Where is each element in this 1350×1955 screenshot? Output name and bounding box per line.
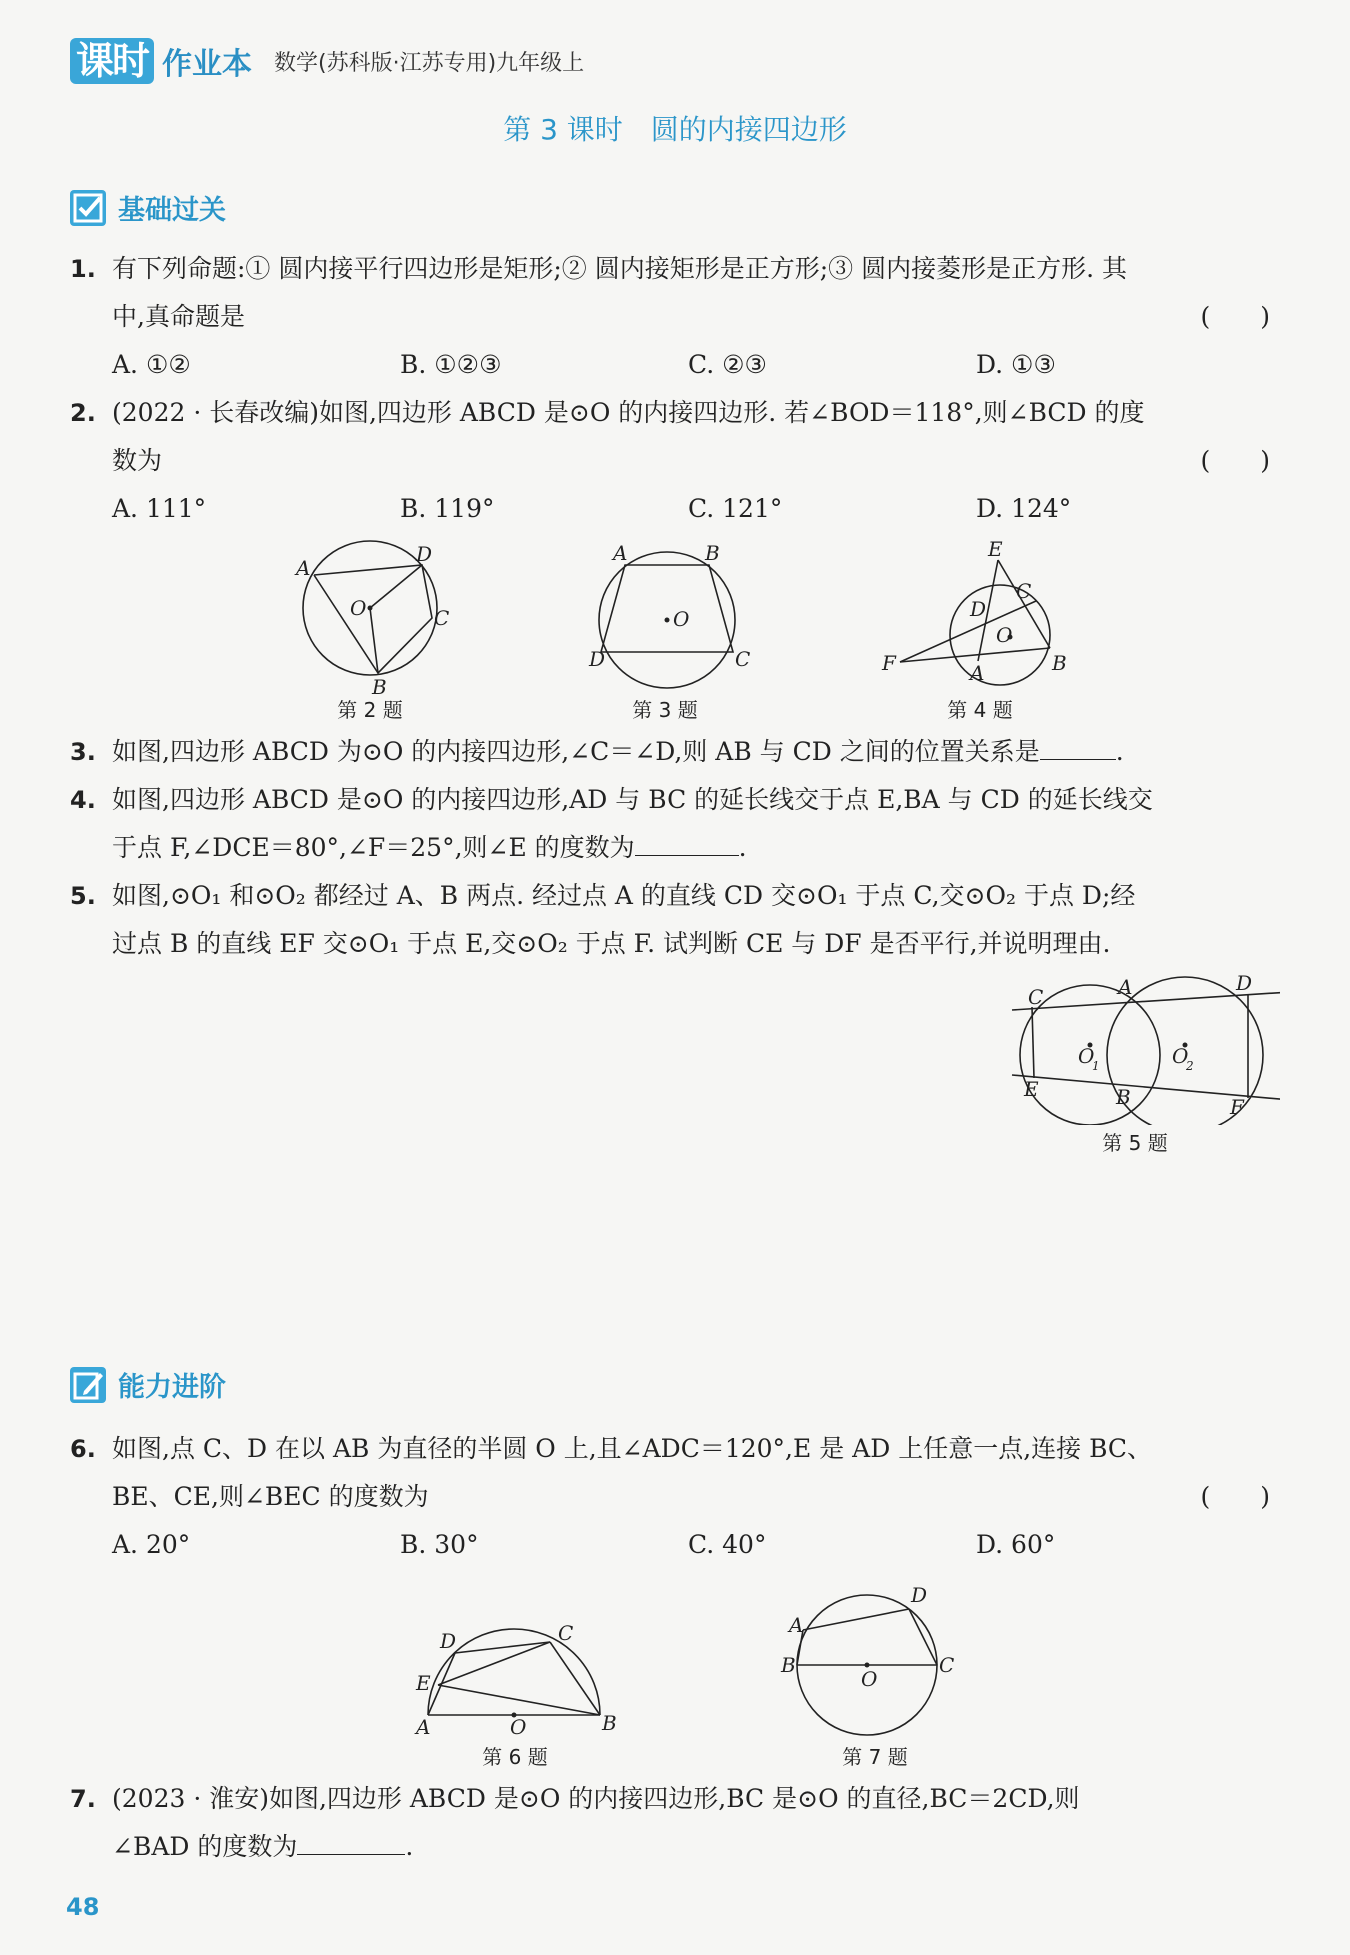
question-text: 如图,点 C、D 在以 AB 为直径的半圆 O 上,且∠ADC＝120°,E 是 AD 上任意一点,连接 BC、 <box>112 1434 1153 1463</box>
answer-paren: ( ) <box>1200 446 1270 475</box>
question-6 <box>70 1425 1270 1521</box>
question-2 <box>70 389 1270 485</box>
question-number: 6. <box>70 1435 96 1463</box>
line-fc <box>900 601 1036 662</box>
answer-blank[interactable] <box>297 1828 405 1855</box>
option-d[interactable]: D. ①③ <box>976 350 1056 379</box>
label-b: B <box>1052 651 1067 675</box>
question-1 <box>70 245 1270 341</box>
label-d: D <box>416 542 433 566</box>
question-3 <box>70 728 1270 776</box>
label-b: B <box>372 675 387 695</box>
option-c[interactable]: C. ②③ <box>688 350 767 379</box>
question-text: 如图,四边形 ABCD 为⊙O 的内接四边形,∠C＝∠D,则 AB 与 CD 之间的位置关系是 <box>112 737 1040 766</box>
section-advanced <box>70 1365 226 1404</box>
question-number: 7. <box>70 1785 96 1813</box>
answer-paren: ( ) <box>1200 1482 1270 1511</box>
page-number: 48 <box>66 1893 100 1921</box>
checkbox-icon <box>70 190 106 226</box>
question-text: 如图,⊙O₁ 和⊙O₂ 都经过 A、B 两点. 经过点 A 的直线 CD 交⊙O₁ 于点 C,交⊙O₂ 于点 D;经 <box>112 881 1136 910</box>
section-label: 基础过关 <box>118 195 226 226</box>
label-a: A <box>416 1715 431 1739</box>
pencil-icon <box>70 1367 106 1403</box>
label-d: D <box>440 1629 457 1653</box>
label-o: O <box>673 607 690 631</box>
figure-6 <box>410 1610 625 1740</box>
segment-ad <box>803 1609 909 1630</box>
label-b: B <box>781 1653 796 1677</box>
brand-header <box>70 38 584 84</box>
label-d: D <box>911 1583 928 1607</box>
options-q6 <box>112 1521 1272 1569</box>
answer-blank[interactable] <box>1040 733 1116 760</box>
segment-ce <box>1032 1007 1034 1078</box>
label-o: O <box>861 1667 878 1691</box>
option-b[interactable]: B. 30° <box>400 1530 479 1559</box>
label-o1-sub: 1 <box>1092 1059 1100 1073</box>
option-b[interactable]: B. 119° <box>400 494 495 523</box>
answer-blank[interactable] <box>635 829 739 856</box>
question-text-cont: BE、CE,则∠BEC 的度数为 <box>112 1482 429 1511</box>
question-number: 4. <box>70 786 96 814</box>
caption-fig3: 第 3 题 <box>632 698 698 722</box>
figure-3 <box>585 540 755 690</box>
option-c[interactable]: C. 40° <box>688 1530 767 1559</box>
label-c: C <box>1016 579 1032 603</box>
options-q2 <box>112 485 1272 533</box>
question-number: 3. <box>70 738 96 766</box>
option-c[interactable]: C. 121° <box>688 494 783 523</box>
label-a: A <box>296 556 311 580</box>
lesson-title: 第 3 课时 圆的内接四边形 <box>503 113 847 146</box>
question-5 <box>70 872 1270 968</box>
label-c: C <box>434 606 450 630</box>
label-f: F <box>882 651 896 675</box>
label-a: A <box>789 1613 804 1637</box>
section-label: 能力进阶 <box>118 1372 226 1403</box>
label-d: D <box>970 597 987 621</box>
label-o2-sub: 2 <box>1186 1059 1194 1073</box>
label-d: D <box>1236 971 1253 995</box>
caption-fig5: 第 5 题 <box>1102 1131 1168 1155</box>
label-d: D <box>589 647 606 671</box>
brand-name: 作业本 <box>162 47 253 82</box>
option-d[interactable]: D. 124° <box>976 494 1072 523</box>
caption-fig7: 第 7 题 <box>842 1745 908 1769</box>
label-a: A <box>613 541 628 565</box>
label-a: A <box>970 661 985 685</box>
label-c: C <box>939 1653 955 1677</box>
caption-fig6: 第 6 题 <box>482 1745 548 1769</box>
option-d[interactable]: D. 60° <box>976 1530 1056 1559</box>
label-c: C <box>558 1621 574 1645</box>
center-dot <box>368 606 373 611</box>
option-a[interactable]: A. ①② <box>112 350 191 379</box>
period: . <box>405 1832 414 1861</box>
segment-eb <box>438 1685 600 1715</box>
section-basic <box>70 188 226 227</box>
question-text-cont: 中,真命题是 <box>112 302 245 331</box>
label-a: A <box>1118 975 1133 999</box>
line-fb <box>900 648 1050 662</box>
label-e: E <box>1024 1077 1039 1101</box>
label-b: B <box>1116 1085 1131 1109</box>
question-text: (2023 · 淮安)如图,四边形 ABCD 是⊙O 的内接四边形,BC 是⊙O 的直径,BC＝2CD,则 <box>112 1784 1080 1813</box>
question-number: 1. <box>70 255 96 283</box>
brand-logo: 课时 <box>70 38 154 84</box>
label-o: O <box>996 623 1013 647</box>
label-f: F <box>1230 1095 1244 1119</box>
question-text-cont: 数为 <box>112 446 163 475</box>
label-o: O <box>510 1715 527 1739</box>
question-text-cont: ∠BAD 的度数为 <box>112 1832 298 1861</box>
caption-fig2: 第 2 题 <box>337 698 403 722</box>
option-a[interactable]: A. 20° <box>112 1530 191 1559</box>
label-e: E <box>988 540 1003 561</box>
center-dot <box>665 618 670 623</box>
figure-2 <box>290 535 450 695</box>
label-c: C <box>1028 985 1044 1009</box>
segment-od <box>370 565 422 608</box>
option-b[interactable]: B. ①②③ <box>400 350 502 379</box>
question-text: 有下列命题:① 圆内接平行四边形是矩形;② 圆内接矩形是正方形;③ 圆内接菱形是正方形. 其 <box>112 254 1128 283</box>
question-text-cont: 于点 F,∠DCE＝80°,∠F＝25°,则∠E 的度数为 <box>112 833 635 862</box>
question-text: 如图,四边形 ABCD 是⊙O 的内接四边形,AD 与 BC 的延长线交于点 E,BA 与 CD 的延长线交 <box>112 785 1153 814</box>
answer-paren: ( ) <box>1200 302 1270 331</box>
label-b: B <box>602 1711 617 1735</box>
question-7 <box>70 1775 1270 1871</box>
question-number: 2. <box>70 399 96 427</box>
options-q1 <box>112 341 1272 389</box>
question-number: 5. <box>70 882 96 910</box>
segment-dc <box>909 1609 937 1665</box>
label-o1: O <box>1078 1044 1095 1068</box>
period: . <box>738 833 747 862</box>
quad-abcd <box>314 565 432 673</box>
question-4 <box>70 776 1270 872</box>
period: . <box>1115 737 1124 766</box>
figure-5 <box>1010 970 1280 1125</box>
book-subtitle: 数学(苏科版·江苏专用)九年级上 <box>274 50 585 76</box>
question-text-cont: 过点 B 的直线 EF 交⊙O₁ 于点 E,交⊙O₂ 于点 F. 试判断 CE 与 DF 是否平行,并说明理由. <box>112 929 1111 958</box>
label-o2: O <box>1172 1044 1189 1068</box>
label-e: E <box>416 1671 431 1695</box>
quad-abcd <box>601 565 733 652</box>
label-b: B <box>705 541 720 565</box>
question-text: (2022 · 长春改编)如图,四边形 ABCD 是⊙O 的内接四边形. 若∠BOD＝118°,则∠BCD 的度 <box>112 398 1145 427</box>
label-o: O <box>350 596 367 620</box>
figure-4 <box>870 540 1080 690</box>
figure-7 <box>775 1580 975 1740</box>
caption-fig4: 第 4 题 <box>947 698 1013 722</box>
option-a[interactable]: A. 111° <box>112 494 207 523</box>
label-c: C <box>735 647 751 671</box>
